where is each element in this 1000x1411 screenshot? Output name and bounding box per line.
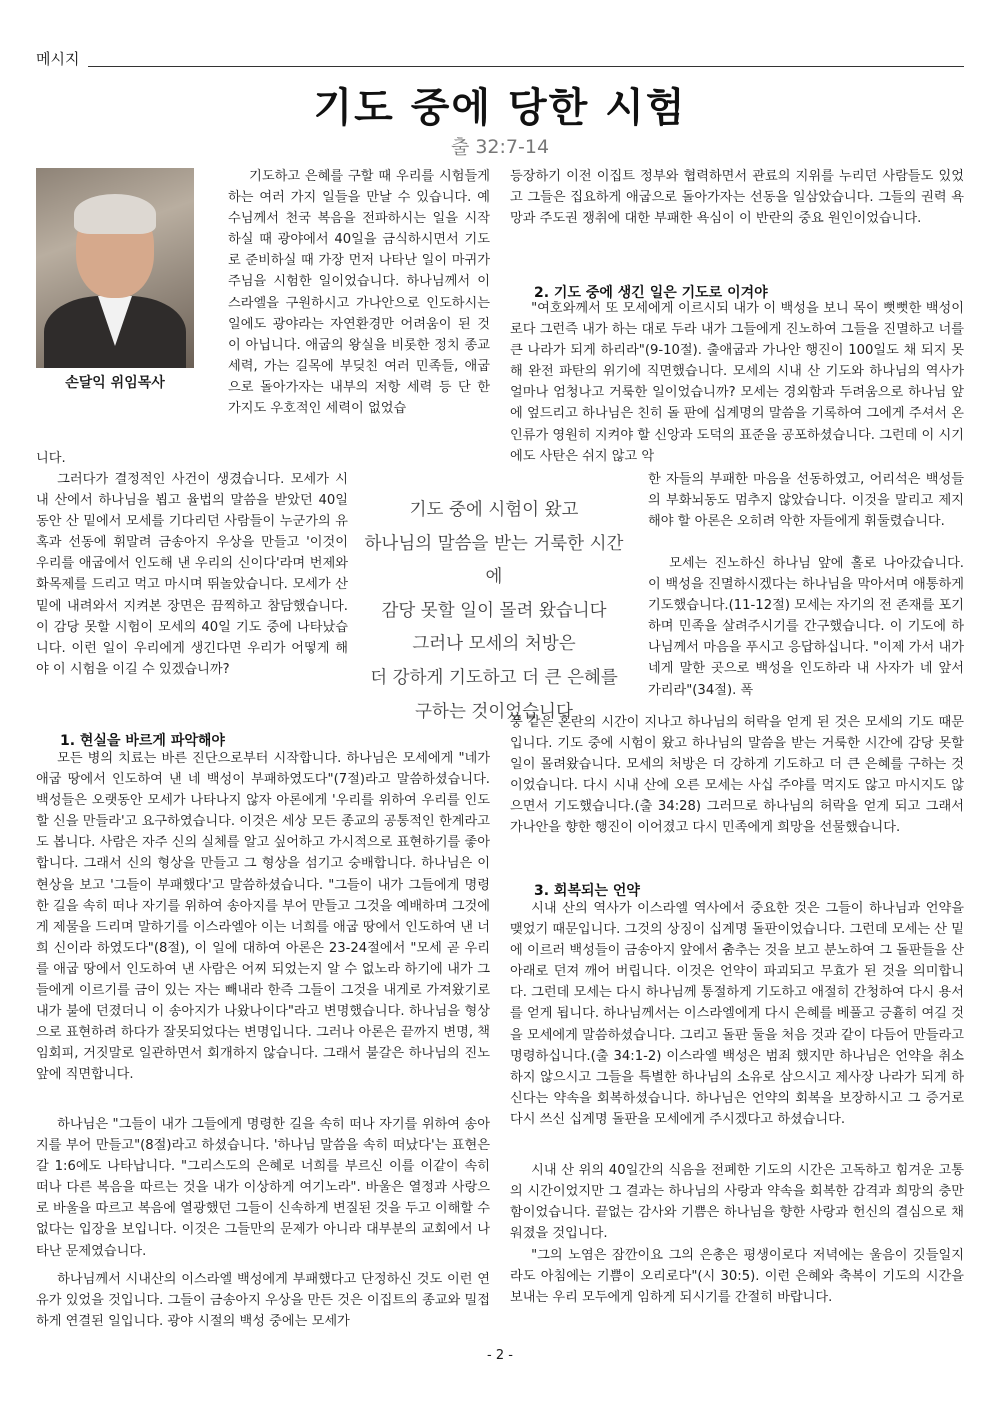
pull-quote-line: 하나님의 말씀을 받는 거룩한 시간에 [364, 533, 624, 588]
right-column-opening: 등장하기 이전 이집트 정부와 협력하면서 관료의 지위를 누리던 사람들도 있었고 그들은 집요하게 애굽으로 돌아가자는 선동을 일삼았습니다. 그들의 권력 욕망과 주도권 쟁취에 대한 부패한 욕심이 이 반란의 중요 원인이었습니다. [510, 169, 964, 227]
section-2-paragraph-1-narrow: 한 자들의 부패한 마음을 선동하였고, 어리석은 백성들의 부화뇌동도 멈추지 않았습니다. 이것을 말리고 제지해야 할 아론은 오히려 악한 자들에게 휘둘렸습니다. [648, 472, 964, 530]
intro-paragraph: 기도하고 은혜를 구할 때 우리를 시험들게 하는 여러 가지 일들을 만날 수 있습니다. 예수님께서 천국 복음을 전파하시는 일을 시작하실 때 광야에서 40일을 금식하시면서 기도로 준비하실 때 가장 먼저 나타난 일이 마귀가 주님을 시험한 일이었습니다. 하나님께서 이스라엘을 구원하시고 가나안으로 인도하시는 일에도 광야라는 자연환경만 어려움이 된 것이 아닙니다. 애굽의 왕실을 비롯한 정치 종교 세력, 가는 길목에 부딪친 여러 민족들, 애굽으로 돌아가자는 내부의 저항 세력 등 단 한 가지도 우호적인 세력이 없었습 [228, 169, 490, 417]
section-2-heading: 2. 기도 중에 생긴 일은 기도로 이겨야 [534, 285, 768, 301]
section-2-paragraph-2-narrow: 모세는 진노하신 하나님 앞에 홀로 나아갔습니다. 이 백성을 진멸하시겠다는 하나님을 막아서며 애통하게 기도했습니다.(11-12절) 모세는 자기의 전 존재를 포기하며 민족을 살려주시기를 간구했습니다. 이 기도에 하나님께서 마음을 푸시고 응답하십니다. "이제 가서 내가 네게 말한 곳으로 백성을 인도하라 내 사자가 네 앞서 가리라"(34절). 폭 [648, 556, 964, 698]
scripture-reference: 출 32:7-14 [450, 136, 550, 158]
section-1-heading: 1. 현실을 바르게 파악해야 [60, 733, 225, 749]
section-2-paragraph-1: "여호와께서 또 모세에게 이르시되 내가 이 백성을 보니 목이 뻣뻣한 백성이로다 그런즉 내가 하는 대로 두라 내가 그들에게 진노하여 그들을 진멸하고 너를 큰 나라가 되게 하리라"(9-10절). 출애굽과 가나안 행진이 100일도 채 되지 못해 완전 파탄의 위기에 직면했습니다. 모세의 시내 산 기도와 하나님의 역사가 얼마나 엄청나고 거룩한 일이었습니까? 모세는 경외함과 두려움으로 하나님 앞에 엎드리고 하나님은 친히 돌 판에 십계명의 말씀을 기록하여 그에게 주셔서 온 인류가 영원히 지켜야 할 신앙과 도덕의 표준을 공포하셨습니다. 그런데 이 시기에도 사탄은 쉬지 않고 악 [510, 301, 964, 464]
pull-quote-line: 감당 못할 일이 몰려 왔습니다 [381, 600, 607, 621]
intro-paragraph-end: 니다. [36, 451, 66, 466]
section-1-paragraph-2: 하나님은 "그들이 내가 그들에게 명령한 길을 속히 떠나 자기를 위하여 송아지를 부어 만들고"(8절)라고 하셨습니다. '하나님 말씀을 속히 떠났다'는 표현은 갈 1:6에도 나타납니다. "그리스도의 은혜로 너희를 부르신 이를 이같이 속히 떠나 다른 복음을 따르는 것을 내가 이상하게 여기노라". 바울은 열정과 사랑으로 바울을 따르고 복음에 열광했던 그들이 신속하게 변질된 것을 두고 이해할 수 없다는 입장을 보입니다. 이것은 그들만의 문제가 아니라 대부분의 교회에서 나타난 문제였습니다. [36, 1117, 490, 1259]
pull-quote-line: 더 강하게 기도하고 더 큰 은혜를 [370, 667, 618, 688]
author-caption: 손달익 위임목사 [65, 375, 165, 391]
section-label: 메시지 [36, 50, 80, 68]
section-1-paragraph-1: 모든 병의 치료는 바른 진단으로부터 시작합니다. 하나님은 모세에게 "네가 애굽 땅에서 인도하여 낸 네 백성이 부패하였도다"(7절)라고 말씀하셨습니다. 백성들은 오랫동안 모세가 나타나지 않자 아론에게 '우리를 위하여 우리를 인도할 신을 만들라'고 요구하였습니다. 이것은 세상 모든 종교의 공통적인 한계라고도 봅니다. 사람은 자주 신의 실체를 알고 싶어하고 가시적으로 표현하기를 좋아합니다. 그래서 신의 형상을 만들고 그 형상을 섬기고 숭배합니다. 하나님은 이 현상을 보고 '그들이 부패했다'고 말씀하셨습니다. "그들이 내가 그들에게 명령한 길을 속히 떠나 자기를 위하여 송아지를 부어 만들고 그것을 예배하며 그것에게 제물을 드리며 말하기를 이스라엘아 이는 너희를 애굽 땅에서 인도하여 낸 너희 신이라 하였도다"(8절), 이 일에 대하여 아론은 23-24절에서 "모세 곧 우리를 애굽 땅에서 인도하여 낸 사람은 어찌 되었는지 알 수 없노라 하기에 내가 그들에게 이르기를 금이 있는 자는 빼내라 한즉 그들이 그것을 내게로 가져왔기로 내가 불에 던졌더니 이 송아지가 나왔나이다"라고 변명했습니다. 하나님을 형상으로 표현하려 하다가 잘못되었다는 변명입니다. 그러나 아론은 끝까지 변명, 책임회피, 거짓말로 일관하면서 회개하지 않습니다. 그래서 불갈은 하나님의 진노 앞에 직면합니다. [36, 751, 490, 1083]
section-3-paragraph-1: 시내 산의 역사가 이스라엘 역사에서 중요한 것은 그들이 하나님과 언약을 맺었기 때문입니다. 그것의 상징이 십계명 돌판이었습니다. 그런데 모세는 산 밑에 이르러 백성들이 금송아지 앞에서 춤추는 것을 보고 분노하여 그 돌판들을 산 아래로 던져 깨어 버립니다. 이것은 언약이 파괴되고 무효가 된 것을 의미합니다. 그런데 모세는 다시 하나님께 통절하게 기도하고 애절히 간청하여 다시 용서를 얻게 됩니다. 하나님께서는 이스라엘에게 다시 은혜를 베풀고 긍휼히 여길 것을 모세에게 말씀하셨습니다. 그리고 돌판 둘을 처음 것과 같이 다듬어 만들라고 명령하십니다.(출 34:1-2) 이스라엘 백성은 범죄 했지만 하나님은 언약을 취소하지 않으시고 그들을 특별한 하나님의 소유로 삼으시고 제사장 나라가 되게 하신다는 약속을 회복하셨습니다. 하나님은 언약의 회복을 보장하시고 그 증거로 다시 쓰신 십계명 돌판을 모세에게 주시겠다고 하셨습니다. [510, 901, 964, 1127]
pull-quote-line: 그러나 모세의 처방은 [412, 634, 576, 655]
section-1-paragraph-3: 하나님께서 시내산의 이스라엘 백성에게 부패했다고 단정하신 것도 이런 연유가 있었을 것입니다. 그들이 금송아지 우상을 만든 것은 이집트의 종교와 밀접하게 연결된 일입니다. 광야 시절의 백성 중에는 모세가 [36, 1272, 490, 1330]
section-3-paragraph-3: "그의 노염은 잠깐이요 그의 은총은 평생이로다 저녁에는 울음이 깃들일지라도 아침에는 기쁨이 오리로다"(시 30:5). 이런 은혜와 축복이 기도의 시간을 보내는 우리 모두에게 임하게 되시기를 간절히 바랍니다. [510, 1248, 964, 1306]
article-title: 기도 중에 당한 시험 [313, 85, 687, 131]
section-3-paragraph-2: 시내 산 위의 40일간의 식음을 전폐한 기도의 시간은 고독하고 힘겨운 고통의 시간이었지만 그 결과는 하나님의 사랑과 약속을 회복한 감격과 희망의 충만함이었습니다. 끝없는 감사와 기쁨은 하나님을 향한 사랑과 헌신의 결심으로 채워졌을 것입니다. [510, 1163, 964, 1242]
paragraph-2: 그러다가 결정적인 사건이 생겼습니다. 모세가 시내 산에서 하나님을 뵙고 율법의 말씀을 받았던 40일 동안 산 밑에서 모세를 기다리던 사람들이 누군가의 유혹과 선동에 휘말려 금송아지 우상을 만들고 '이것이 우리를 애굽에서 인도해 낸 우리의 신이다'라며 번제와 화목제를 드리고 먹고 마시며 뛰놀았습니다. 모세가 산 밑에 내려와서 지켜본 장면은 끔찍하고 참담했습니다. 이 감당 못할 시험이 모세의 40일 기도 중에 나타났습니다. 이런 일이 우리에게 생긴다면 우리가 어떻게 해야 이 시험을 이길 수 있겠습니까? [36, 472, 348, 677]
pull-quote-line: 기도 중에 시험이 왔고 [409, 500, 579, 520]
pull-quote [358, 494, 630, 729]
photo-hair [74, 194, 156, 234]
pull-quote-line: 구하는 것이었습니다 [415, 701, 573, 722]
header-rule [88, 66, 964, 67]
section-3-heading: 3. 회복되는 언약 [534, 883, 640, 899]
page-number: - 2 - [487, 1348, 513, 1363]
author-photo [36, 168, 194, 368]
section-2-paragraph-2-wide: 풍 같은 혼란의 시간이 지나고 하나님의 허락을 얻게 된 것은 모세의 기도 때문입니다. 기도 중에 시험이 왔고 하나님의 말씀을 받는 거룩한 시간에 감당 못할 일이 몰려왔습니다. 모세의 처방은 더 강하게 기도하고 더 큰 은혜를 구하는 것이었습니다. 다시 시내 산에 오른 모세는 사십 주야를 먹지도 않고 마시지도 않으면서 기도했습니다.(출 34:28) 그러므로 하나님의 허락을 얻게 되고 그래서 가나안을 향한 행진이 이어졌고 다시 민족에게 희망을 선물했습니다. [510, 715, 964, 836]
